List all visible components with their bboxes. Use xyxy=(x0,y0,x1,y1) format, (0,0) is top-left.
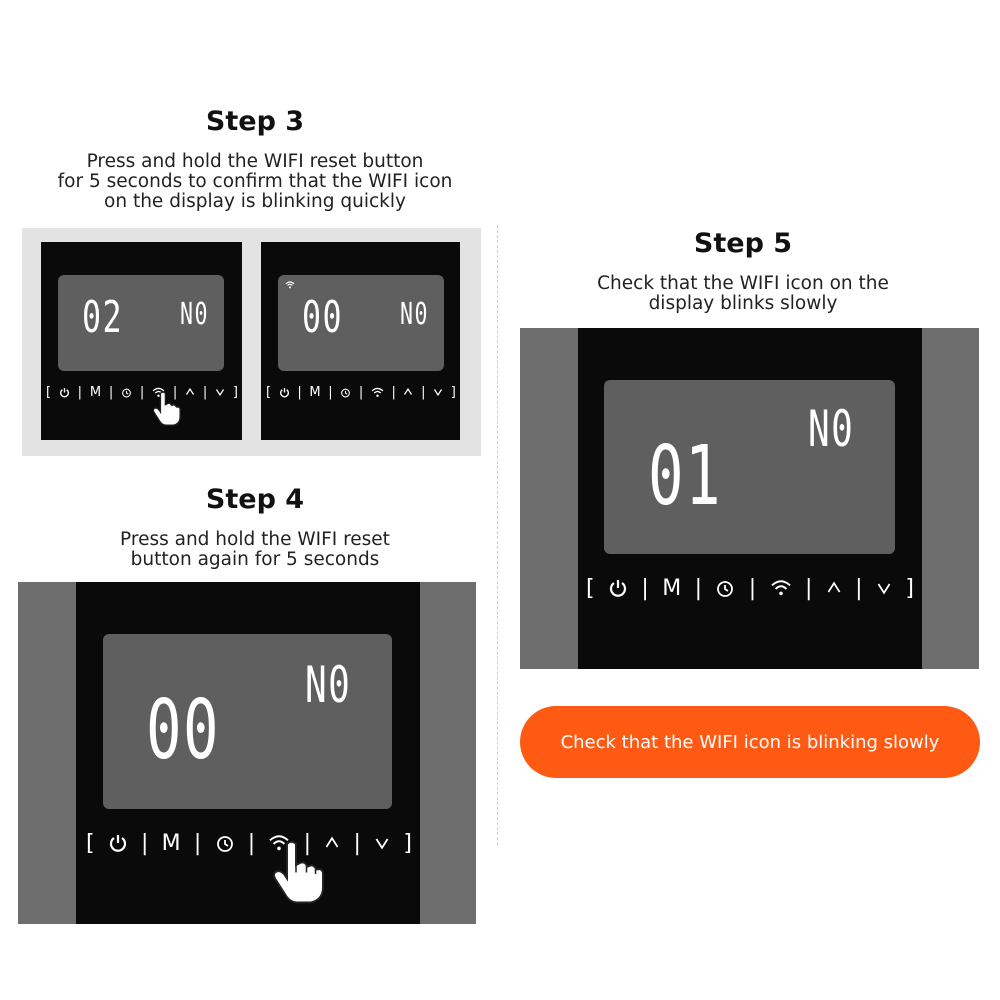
step3-left-digits: 02 xyxy=(82,292,124,343)
separator: | xyxy=(108,384,114,400)
step3-right-mode: N0 xyxy=(400,297,429,332)
wifi-button[interactable] xyxy=(371,387,384,398)
power-button[interactable] xyxy=(608,578,628,598)
step5-description xyxy=(520,274,966,314)
bracket-right: ] xyxy=(905,575,914,601)
separator: | xyxy=(193,830,202,856)
separator: | xyxy=(172,384,178,400)
check-wifi-blinking-button[interactable]: Check that the WIFI icon is blinking slowly xyxy=(520,706,980,778)
timer-icon xyxy=(715,578,735,598)
separator: | xyxy=(391,384,396,400)
step5-left-side-bar xyxy=(520,328,578,669)
power-icon xyxy=(608,578,628,598)
down-button[interactable] xyxy=(215,387,225,397)
down-chevron-icon xyxy=(876,580,892,596)
mode-button[interactable]: M xyxy=(309,384,321,400)
separator: | xyxy=(421,384,426,400)
down-chevron-icon xyxy=(433,387,443,397)
separator: | xyxy=(855,575,863,601)
separator: | xyxy=(77,384,83,400)
power-button[interactable] xyxy=(279,387,290,398)
power-icon xyxy=(279,387,290,398)
down-chevron-icon xyxy=(374,835,390,851)
step3-left-mode: N0 xyxy=(180,297,209,332)
step3-desc-line-2: for 5 seconds to confirm that the WIFI icon xyxy=(57,171,453,192)
bracket-right: ] xyxy=(403,830,412,856)
hand-pointer-icon xyxy=(150,390,184,426)
step4-desc-line-1: Press and hold the WIFI reset xyxy=(120,529,390,550)
step5-desc-line-1: Check that the WIFI icon on the xyxy=(597,273,889,294)
timer-icon xyxy=(121,387,132,398)
step5-mode: N0 xyxy=(808,400,855,458)
wifi-button[interactable] xyxy=(770,579,792,597)
separator: | xyxy=(141,830,149,856)
wifi-blink-indicator-icon xyxy=(285,281,295,289)
step3-title: Step 3 xyxy=(205,106,305,137)
separator: | xyxy=(297,384,302,400)
step4-mode: N0 xyxy=(305,656,352,714)
timer-icon xyxy=(340,387,351,398)
step5-desc-line-2: display blinks slowly xyxy=(648,293,838,314)
up-button[interactable] xyxy=(826,580,842,596)
down-button[interactable] xyxy=(876,580,892,596)
separator: | xyxy=(804,575,813,601)
step4-button-row xyxy=(86,826,412,860)
wifi-icon xyxy=(371,387,384,398)
step3-right-digits: 00 xyxy=(302,292,344,343)
step3-desc-line-3: on the display is blinking quickly xyxy=(104,191,406,212)
step4-left-side-bar xyxy=(18,582,76,924)
separator: | xyxy=(353,830,361,856)
power-icon xyxy=(108,833,128,853)
separator: | xyxy=(202,384,208,400)
step5-right-side-bar xyxy=(922,328,979,669)
power-button[interactable] xyxy=(59,387,70,398)
power-icon xyxy=(59,387,70,398)
step5-digits: 01 xyxy=(648,429,722,524)
step4-title: Step 4 xyxy=(205,484,305,515)
separator: | xyxy=(641,575,649,601)
separator: | xyxy=(139,384,145,400)
bracket-left: [ xyxy=(46,384,52,400)
separator: | xyxy=(328,384,333,400)
separator: | xyxy=(694,575,702,601)
step3-description xyxy=(18,152,492,212)
step3-left-button-row xyxy=(46,381,238,403)
step4-right-side-bar xyxy=(420,582,476,924)
up-chevron-icon xyxy=(826,580,842,596)
mode-button[interactable]: M xyxy=(161,830,181,856)
step4-description xyxy=(18,530,492,570)
timer-button[interactable] xyxy=(215,833,235,853)
step3-desc-line-1: Press and hold the WIFI reset button xyxy=(86,151,424,172)
down-button[interactable] xyxy=(374,835,390,851)
bracket-left: [ xyxy=(586,575,595,601)
timer-icon xyxy=(215,833,235,853)
bracket-right: ] xyxy=(450,384,456,400)
mode-button[interactable]: M xyxy=(662,575,682,601)
step3-right-button-row xyxy=(266,381,456,403)
power-button[interactable] xyxy=(108,833,128,853)
hand-pointer-icon xyxy=(268,838,330,904)
bracket-right: ] xyxy=(232,384,238,400)
step5-title: Step 5 xyxy=(693,228,793,259)
down-button[interactable] xyxy=(433,387,443,397)
up-chevron-icon xyxy=(185,387,195,397)
column-divider xyxy=(497,225,498,845)
bracket-left: [ xyxy=(86,830,95,856)
timer-button[interactable] xyxy=(121,387,132,398)
up-button[interactable] xyxy=(403,387,413,397)
bracket-left: [ xyxy=(266,384,272,400)
up-button[interactable] xyxy=(185,387,195,397)
separator: | xyxy=(303,830,312,856)
separator: | xyxy=(748,575,757,601)
step4-digits: 00 xyxy=(146,683,220,778)
separator: | xyxy=(358,384,364,400)
separator: | xyxy=(247,830,256,856)
wifi-icon xyxy=(770,579,792,597)
step5-button-row xyxy=(586,571,914,605)
up-chevron-icon xyxy=(403,387,413,397)
step4-desc-line-2: button again for 5 seconds xyxy=(130,549,380,570)
timer-button[interactable] xyxy=(340,387,351,398)
down-chevron-icon xyxy=(215,387,225,397)
timer-button[interactable] xyxy=(715,578,735,598)
mode-button[interactable]: M xyxy=(89,384,102,400)
